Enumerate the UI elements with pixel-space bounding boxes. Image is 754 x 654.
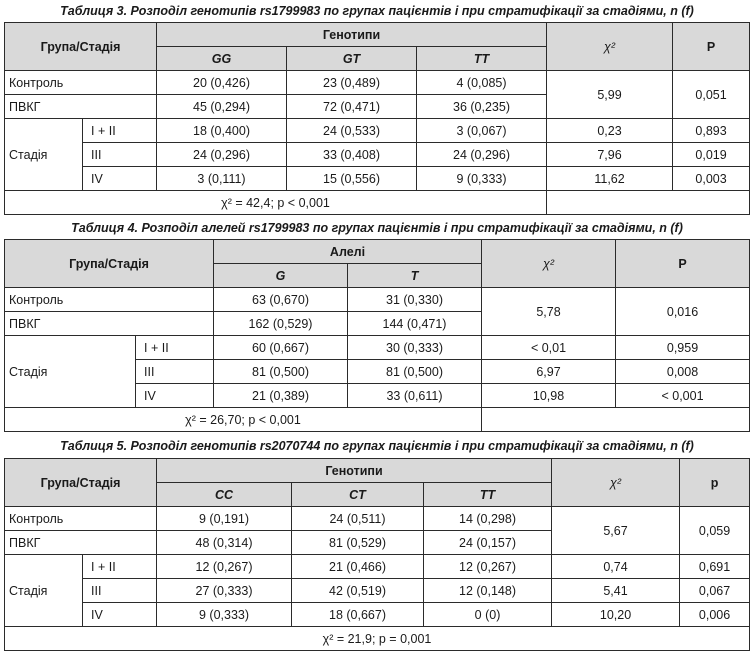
empty-cell bbox=[547, 191, 750, 215]
row-label: Контроль bbox=[5, 288, 214, 312]
alleles-header: Алелі bbox=[214, 240, 482, 264]
col-gg: GG bbox=[157, 47, 287, 71]
cell: 12 (0,267) bbox=[424, 555, 552, 579]
p-value: 0,059 bbox=[680, 507, 750, 555]
cell: 33 (0,611) bbox=[348, 384, 482, 408]
col-gt: GT bbox=[287, 47, 417, 71]
cell: 12 (0,148) bbox=[424, 579, 552, 603]
table-row bbox=[5, 143, 750, 167]
stage-name: IV bbox=[136, 384, 214, 408]
cell: 9 (0,333) bbox=[157, 603, 292, 627]
genotypes-header: Генотипи bbox=[157, 459, 552, 483]
cell: 30 (0,333) bbox=[348, 336, 482, 360]
col-tt: TT bbox=[417, 47, 547, 71]
cell: 81 (0,500) bbox=[348, 360, 482, 384]
chi-value: 0,74 bbox=[552, 555, 680, 579]
cell: 21 (0,389) bbox=[214, 384, 348, 408]
table5 bbox=[4, 458, 750, 651]
cell: 45 (0,294) bbox=[157, 95, 287, 119]
chi-header: χ² bbox=[552, 459, 680, 507]
chi-value: 11,62 bbox=[547, 167, 673, 191]
chi-value: < 0,01 bbox=[482, 336, 616, 360]
cell: 12 (0,267) bbox=[157, 555, 292, 579]
table5-caption: Таблиця 5. Розподіл генотипів rs2070744 по групах пацієнтів і при стратифікації за стадіями, n (f) bbox=[60, 439, 694, 453]
cell: 31 (0,330) bbox=[348, 288, 482, 312]
cell: 4 (0,085) bbox=[417, 71, 547, 95]
cell: 9 (0,333) bbox=[417, 167, 547, 191]
chi-value: 5,78 bbox=[482, 288, 616, 336]
cell: 48 (0,314) bbox=[157, 531, 292, 555]
table-row bbox=[5, 507, 750, 531]
cell: 3 (0,067) bbox=[417, 119, 547, 143]
cell: 15 (0,556) bbox=[287, 167, 417, 191]
cell: 24 (0,296) bbox=[157, 143, 287, 167]
chi-value: 0,23 bbox=[547, 119, 673, 143]
chi-value: 10,20 bbox=[552, 603, 680, 627]
table4-caption: Таблиця 4. Розподіл алелей rs1799983 по групах пацієнтів і при стратифікації за стадіями, n (f) bbox=[71, 221, 683, 235]
row-label: ПВКГ bbox=[5, 531, 157, 555]
cell: 81 (0,529) bbox=[292, 531, 424, 555]
chi-header: χ² bbox=[547, 23, 673, 71]
chi-value: 5,67 bbox=[552, 507, 680, 555]
cell: 33 (0,408) bbox=[287, 143, 417, 167]
group-stage-header: Група/Стадія bbox=[5, 459, 157, 507]
cell: 36 (0,235) bbox=[417, 95, 547, 119]
cell: 162 (0,529) bbox=[214, 312, 348, 336]
cell: 3 (0,111) bbox=[157, 167, 287, 191]
stage-name: I + II bbox=[83, 119, 157, 143]
p-header: P bbox=[673, 23, 750, 71]
total-stat: χ² = 21,9; p = 0,001 bbox=[5, 627, 750, 651]
stage-name: III bbox=[136, 360, 214, 384]
cell: 72 (0,471) bbox=[287, 95, 417, 119]
cell: 18 (0,667) bbox=[292, 603, 424, 627]
p-value: 0,051 bbox=[673, 71, 750, 119]
stage-label: Стадія bbox=[5, 555, 83, 627]
total-stat: χ² = 26,70; p < 0,001 bbox=[5, 408, 482, 432]
cell: 21 (0,466) bbox=[292, 555, 424, 579]
stage-name: I + II bbox=[83, 555, 157, 579]
p-header: P bbox=[616, 240, 750, 288]
cell: 42 (0,519) bbox=[292, 579, 424, 603]
p-value: 0,019 bbox=[673, 143, 750, 167]
p-header: p bbox=[680, 459, 750, 507]
chi-value: 10,98 bbox=[482, 384, 616, 408]
p-value: 0,003 bbox=[673, 167, 750, 191]
cell: 24 (0,533) bbox=[287, 119, 417, 143]
table-row bbox=[5, 555, 750, 579]
chi-value: 5,99 bbox=[547, 71, 673, 119]
table-row bbox=[5, 288, 750, 312]
group-stage-header: Група/Стадія bbox=[5, 240, 214, 288]
chi-value: 6,97 bbox=[482, 360, 616, 384]
col-tt: TT bbox=[424, 483, 552, 507]
cell: 23 (0,489) bbox=[287, 71, 417, 95]
col-t: T bbox=[348, 264, 482, 288]
stage-label: Стадія bbox=[5, 336, 136, 408]
cell: 27 (0,333) bbox=[157, 579, 292, 603]
p-value: < 0,001 bbox=[616, 384, 750, 408]
cell: 81 (0,500) bbox=[214, 360, 348, 384]
cell: 24 (0,296) bbox=[417, 143, 547, 167]
table-row bbox=[5, 167, 750, 191]
stage-name: IV bbox=[83, 603, 157, 627]
p-value: 0,006 bbox=[680, 603, 750, 627]
cell: 144 (0,471) bbox=[348, 312, 482, 336]
cell: 20 (0,426) bbox=[157, 71, 287, 95]
table-row bbox=[5, 119, 750, 143]
stage-name: I + II bbox=[136, 336, 214, 360]
table4 bbox=[4, 239, 750, 432]
chi-value: 5,41 bbox=[552, 579, 680, 603]
stage-label: Стадія bbox=[5, 119, 83, 191]
cell: 24 (0,511) bbox=[292, 507, 424, 531]
total-stat: χ² = 42,4; p < 0,001 bbox=[5, 191, 547, 215]
col-g: G bbox=[214, 264, 348, 288]
row-label: ПВКГ bbox=[5, 312, 214, 336]
cell: 60 (0,667) bbox=[214, 336, 348, 360]
row-label: Контроль bbox=[5, 507, 157, 531]
table3-caption: Таблиця 3. Розподіл генотипів rs1799983 по групах пацієнтів і при стратифікації за стадіями, n (f) bbox=[60, 4, 694, 18]
p-value: 0,067 bbox=[680, 579, 750, 603]
table-row bbox=[5, 71, 750, 95]
group-stage-header: Група/Стадія bbox=[5, 23, 157, 71]
cell: 9 (0,191) bbox=[157, 507, 292, 531]
stage-name: IV bbox=[83, 167, 157, 191]
table-row bbox=[5, 336, 750, 360]
table3 bbox=[4, 22, 750, 215]
p-value: 0,691 bbox=[680, 555, 750, 579]
table-row bbox=[5, 579, 750, 603]
stage-name: III bbox=[83, 143, 157, 167]
cell: 14 (0,298) bbox=[424, 507, 552, 531]
col-ct: CT bbox=[292, 483, 424, 507]
chi-header: χ² bbox=[482, 240, 616, 288]
row-label: Контроль bbox=[5, 71, 157, 95]
table-row bbox=[5, 603, 750, 627]
p-value: 0,893 bbox=[673, 119, 750, 143]
cell: 63 (0,670) bbox=[214, 288, 348, 312]
col-cc: CC bbox=[157, 483, 292, 507]
chi-value: 7,96 bbox=[547, 143, 673, 167]
stage-name: III bbox=[83, 579, 157, 603]
total-row bbox=[5, 191, 750, 215]
cell: 0 (0) bbox=[424, 603, 552, 627]
cell: 24 (0,157) bbox=[424, 531, 552, 555]
p-value: 0,959 bbox=[616, 336, 750, 360]
empty-cell bbox=[482, 408, 750, 432]
p-value: 0,016 bbox=[616, 288, 750, 336]
total-row bbox=[5, 408, 750, 432]
row-label: ПВКГ bbox=[5, 95, 157, 119]
genotypes-header: Генотипи bbox=[157, 23, 547, 47]
cell: 18 (0,400) bbox=[157, 119, 287, 143]
total-row bbox=[5, 627, 750, 651]
p-value: 0,008 bbox=[616, 360, 750, 384]
